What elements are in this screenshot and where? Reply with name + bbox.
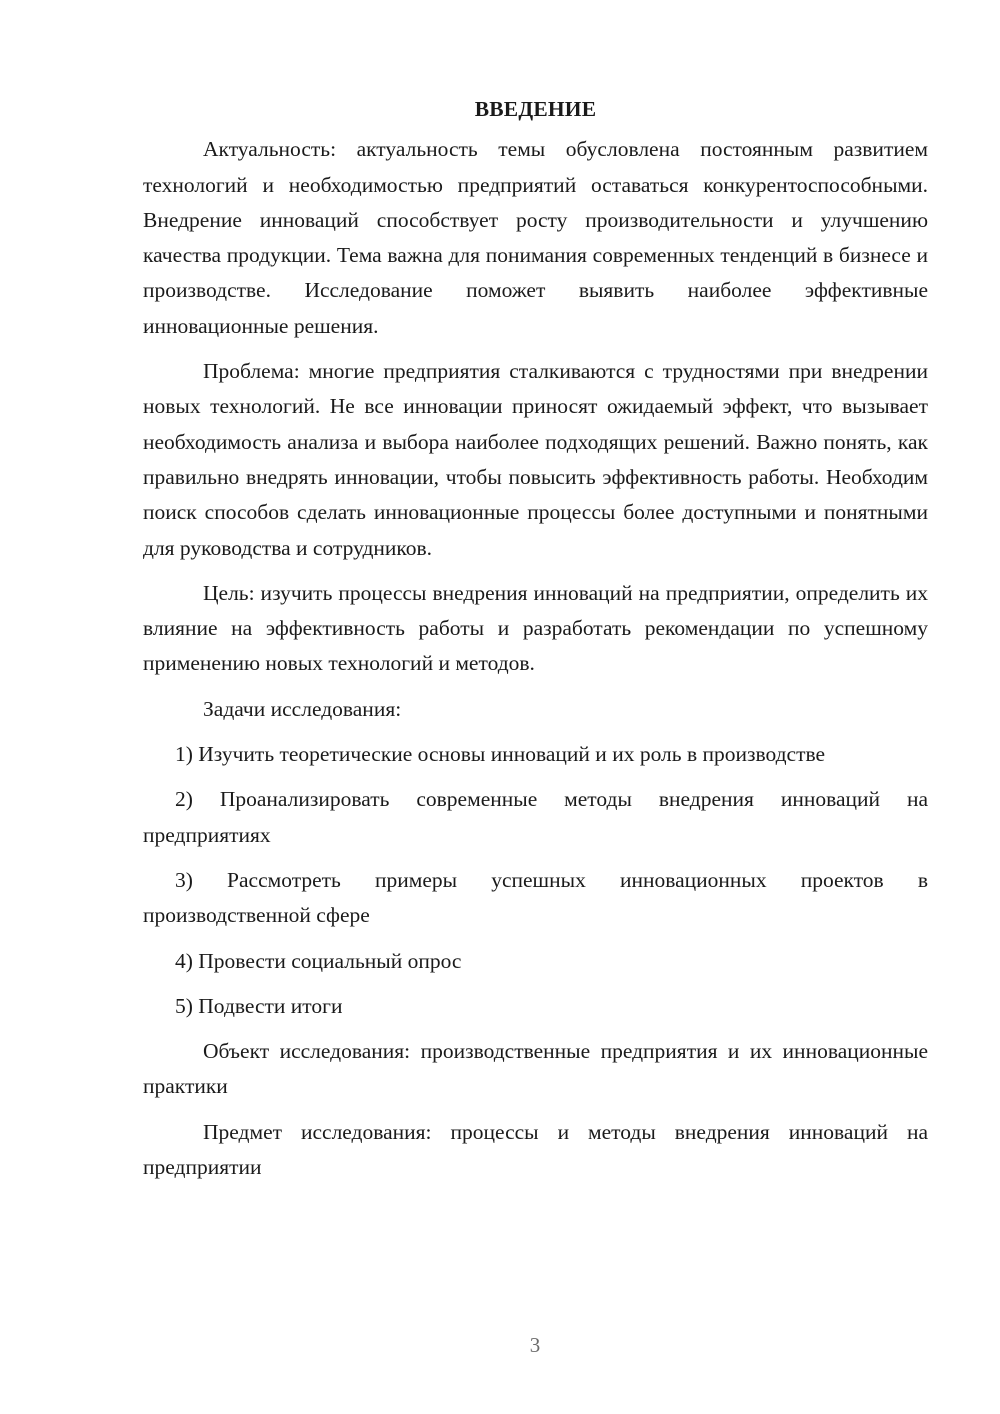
list-item: 5) Подвести итоги [175,993,343,1018]
paragraph-problem: Проблема: многие предприятия сталкиваются с трудностями при внедрении новых технологий. Не все инновации приносят ожидаемый эффект, что вызывает необходимость анализа и выбора наиболее подходящих решений. Важно понять, как правильно внедрять инновации, чтобы повысить эффективность работы. Необходим поиск способов сделать инновационные процессы более доступными и понятными для руководства и сотрудников. [143,359,928,560]
paragraph-goal: Цель: изучить процессы внедрения инноваций на предприятии, определить их влияние на эффективность работы и разработать рекомендации по успешному применению новых технологий и методов. [143,580,928,676]
paragraph-tasks-heading: Задачи исследования: [203,696,402,721]
paragraph-object: Объект исследования: производственные предприятия и их инновационные практики [143,1039,928,1099]
page-number: 3 [529,1333,541,1357]
page-title: ВВЕДЕНИЕ [474,97,597,121]
list-item: 1) Изучить теоретические основы инноваций и их роль в производстве [175,742,826,767]
list-item: 3) Рассмотреть примеры успешных инновационных проектов в производственной сфере [143,867,928,928]
list-item: 2) Проанализировать современные методы внедрения инноваций на предприятиях [143,787,928,847]
document-page [143,92,928,1195]
paragraph-relevance: Актуальность: актуальность темы обусловлена постоянным развитием технологий и необходимостью предприятий оставаться конкурентоспособными. Внедрение инноваций способствует росту производительности и улучшению качества продукции. Тема важна для понимания современных тенденций в бизнесе и производстве. Исследование поможет выявить наиболее эффективные инновационные решения. [143,137,928,338]
paragraph-subject: Предмет исследования: процессы и методы внедрения инноваций на предприятии [143,1119,928,1180]
list-item: 4) Провести социальный опрос [175,948,462,973]
